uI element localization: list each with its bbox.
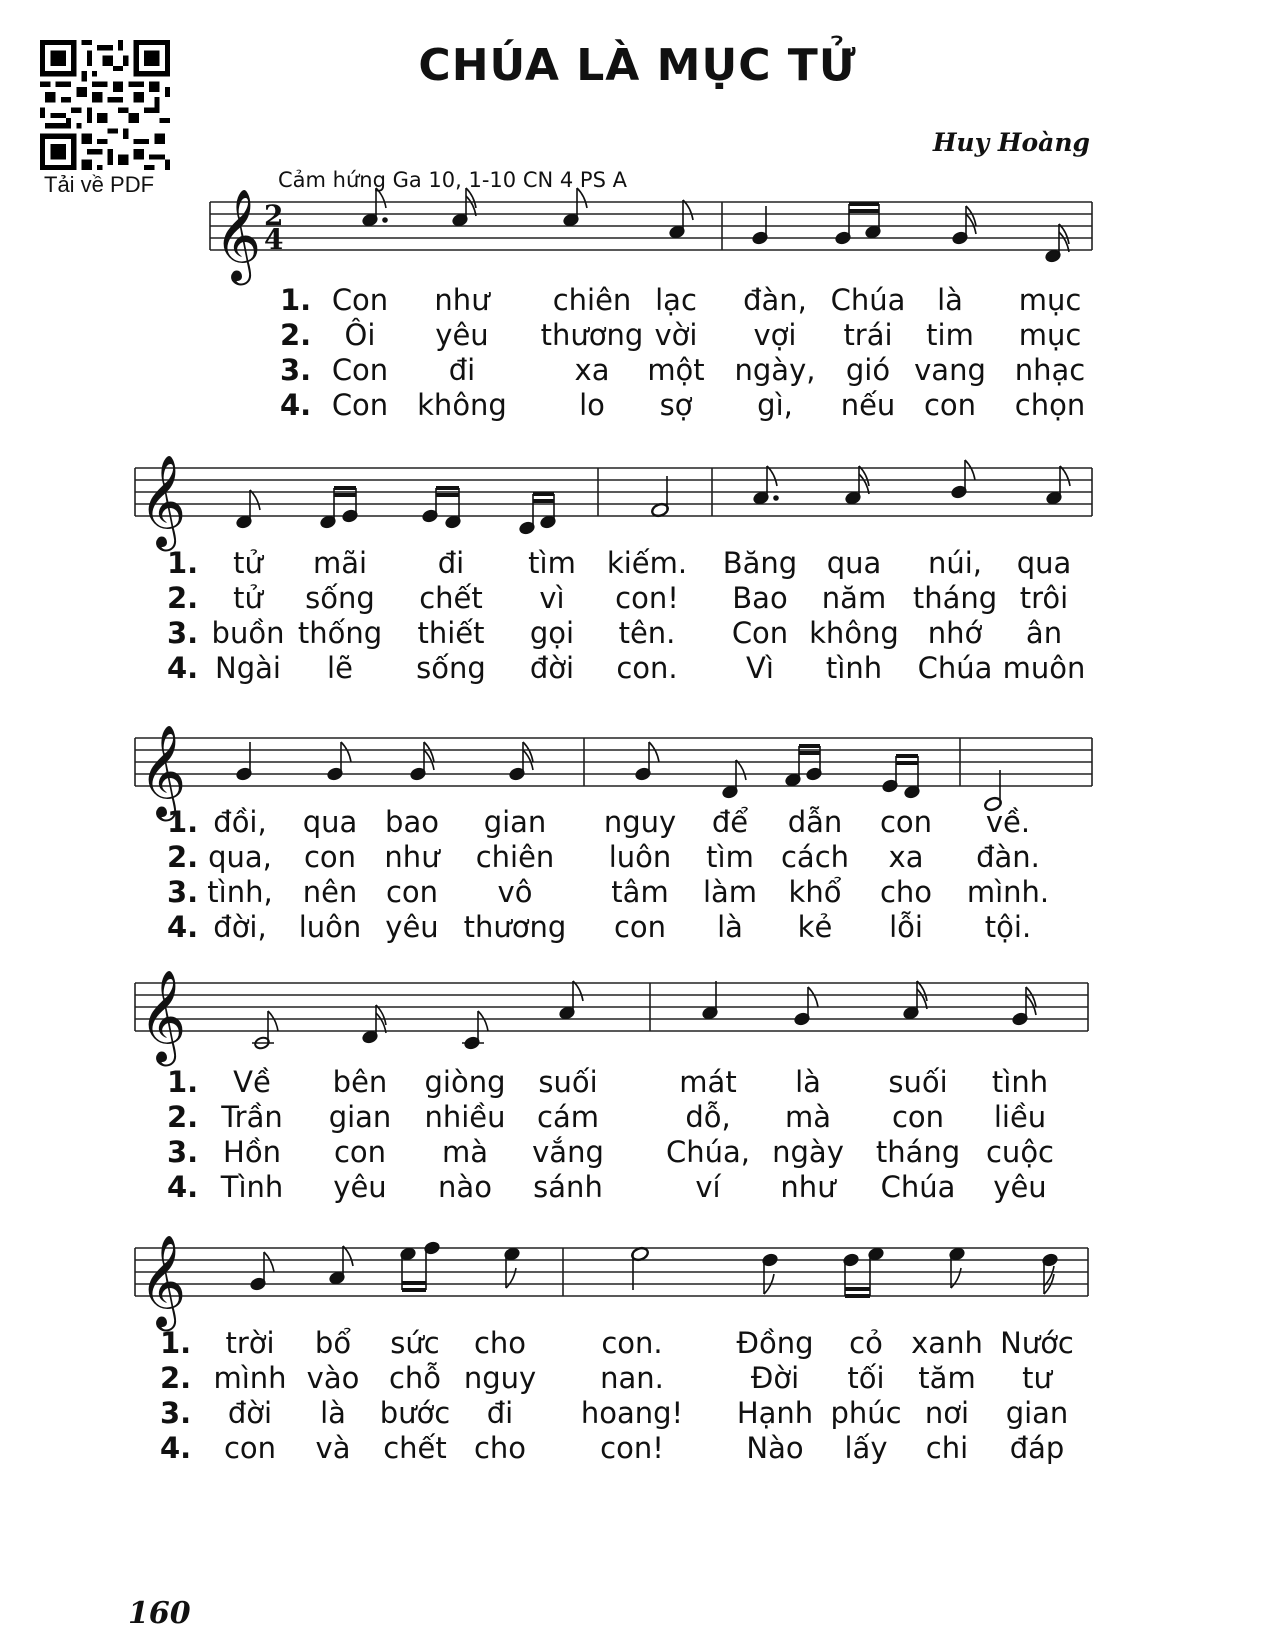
lyric-syllable: con. (601, 1326, 663, 1360)
lyric-syllable: cho (473, 1326, 527, 1360)
lyric-syllable: yêu (993, 1170, 1047, 1204)
lyric-syllable: Chúa (880, 1170, 956, 1204)
lyric-syllable: vào (306, 1361, 360, 1395)
treble-clef: 𝄞 (139, 969, 187, 1062)
lyric-syllable: gọi (529, 616, 575, 650)
note-pair (785, 746, 823, 787)
lyric-syllable: mình. (966, 875, 1050, 909)
lyric-syllable: con (891, 1100, 945, 1134)
lyric-syllable: Về (233, 1065, 271, 1099)
note (236, 490, 260, 529)
lyric-syllable: đời, (213, 910, 267, 944)
note (903, 981, 927, 1020)
lyric-line (160, 1396, 1100, 1432)
lyric-syllable: sức (390, 1326, 440, 1360)
lyric-syllable: nhạc (1014, 353, 1086, 387)
lyric-syllable: lấy (844, 1431, 888, 1465)
lyric-line (160, 1361, 1100, 1397)
note-half (651, 476, 670, 518)
lyric-syllable: chọn (1014, 388, 1086, 422)
lyric-syllable: con (303, 840, 357, 874)
note (1046, 466, 1070, 505)
treble-clef: 𝄞 (214, 188, 262, 281)
lyric-syllable: tình (991, 1065, 1049, 1099)
lyric-syllable: sống (305, 581, 375, 615)
lyric-syllable: cỏ (849, 1326, 883, 1360)
lyric-line (280, 353, 1100, 389)
lyric-syllable: và (315, 1431, 351, 1465)
lyric-syllable: cho (879, 875, 933, 909)
lyric-syllable: tử (233, 581, 263, 615)
lyric-syllable: bên (332, 1065, 388, 1099)
lyric-syllable: như (384, 840, 440, 874)
lyric-syllable: qua, (208, 840, 272, 874)
lyric-line (167, 581, 1100, 617)
lyric-syllable: một (647, 353, 705, 387)
note-pair (519, 494, 557, 535)
lyric-syllable: con (879, 805, 933, 839)
lyric-syllable: Con (331, 353, 389, 387)
lyric-syllable: yêu (435, 318, 489, 352)
verse-number: 3. (167, 875, 199, 909)
lyric-syllable: gian (483, 805, 547, 839)
lyric-syllable: không (809, 616, 899, 650)
verse-number: 1. (167, 805, 199, 839)
lyric-syllable: mình (213, 1361, 287, 1395)
lyric-syllable: con (333, 1135, 387, 1169)
lyric-syllable: mục (1018, 283, 1082, 317)
lyric-syllable: qua (826, 546, 882, 580)
lyric-syllable: phúc (830, 1396, 902, 1430)
note (762, 1253, 779, 1294)
lyric-syllable: vời (654, 318, 698, 352)
lyric-syllable: Đời (750, 1361, 800, 1395)
lyric-syllable: bước (379, 1396, 451, 1430)
verse-number: 3. (280, 353, 312, 387)
lyric-syllable: gian (328, 1100, 392, 1134)
lyric-syllable: mục (1018, 318, 1082, 352)
lyric-syllable: tìm (528, 546, 576, 580)
lyric-syllable: lạc (655, 283, 697, 317)
verse-number: 1. (280, 283, 312, 317)
lyric-syllable: suối (538, 1065, 598, 1099)
lyric-syllable: Tình (220, 1170, 284, 1204)
note (329, 1246, 353, 1285)
lyric-syllable: tư (1022, 1361, 1052, 1395)
note (722, 760, 746, 799)
note (559, 981, 583, 1020)
note (362, 188, 387, 227)
lyric-syllable: con (223, 1431, 277, 1465)
lyric-syllable: đàn. (976, 840, 1040, 874)
lyric-syllable: thiết (417, 616, 485, 650)
lyric-syllable: tên. (618, 616, 676, 650)
lyric-line (280, 318, 1100, 354)
lyric-syllable: đi (448, 353, 476, 387)
treble-clef: 𝄞 (139, 724, 187, 817)
lyric-syllable: bao (385, 805, 439, 839)
verse-number: 4. (167, 910, 199, 944)
lyric-syllable: khổ (788, 875, 842, 909)
lyric-syllable: qua (1016, 546, 1072, 580)
time-signature-bottom: 4 (264, 223, 284, 256)
verse-number: 3. (167, 1135, 199, 1169)
lyric-syllable: thống (297, 616, 383, 650)
lyric-syllable: Nước (1000, 1326, 1074, 1360)
lyric-syllable: tìm (706, 840, 754, 874)
note (1045, 224, 1069, 263)
verse-number: 4. (167, 651, 199, 685)
lyric-syllable: nếu (840, 388, 896, 422)
lyric-syllable: Con (331, 283, 389, 317)
lyric-syllable: Trần (221, 1100, 283, 1134)
page-number: 160 (128, 1596, 191, 1631)
lyric-syllable: gì, (757, 388, 793, 422)
lyric-syllable: đàn, (743, 283, 807, 317)
lyric-syllable: Đồng (736, 1326, 814, 1360)
verse-number: 1. (167, 546, 199, 580)
lyric-syllable: ví (695, 1170, 721, 1204)
lyric-syllable: là (717, 910, 743, 944)
lyric-syllable: suối (888, 1065, 948, 1099)
lyric-syllable: sống (416, 651, 486, 685)
lyric-syllable: muôn (1002, 651, 1086, 685)
note (845, 466, 869, 505)
note (669, 200, 693, 239)
lyric-syllable: cách (780, 840, 850, 874)
lyric-syllable: con! (600, 1431, 664, 1465)
lyric-syllable: yêu (333, 1170, 387, 1204)
lyric-syllable: mát (679, 1065, 737, 1099)
lyric-syllable: không (417, 388, 507, 422)
lyric-syllable: nhiều (424, 1100, 506, 1134)
lyric-syllable: giòng (424, 1065, 506, 1099)
lyric-syllable: Con (331, 388, 389, 422)
lyric-syllable: tội. (984, 910, 1032, 944)
lyric-syllable: chết (419, 581, 483, 615)
lyric-syllable: buồn (211, 616, 285, 650)
lyric-syllable: Chúa (830, 283, 906, 317)
lyric-syllable: Con (731, 616, 789, 650)
staff-system-3 (135, 738, 1092, 786)
lyric-syllable: sợ (659, 388, 693, 422)
verse-number: 2. (167, 840, 199, 874)
lyric-syllable: tim (926, 318, 974, 352)
lyric-syllable: gian (1005, 1396, 1069, 1430)
lyric-line (167, 840, 1100, 876)
lyric-syllable: là (795, 1065, 821, 1099)
lyric-syllable: con. (616, 651, 678, 685)
lyric-syllable: đồi, (213, 805, 267, 839)
lyric-syllable: tối (847, 1361, 885, 1395)
lyric-syllable: nan. (600, 1361, 664, 1395)
lyric-syllable: làm (702, 875, 758, 909)
verse-number: 4. (280, 388, 312, 422)
lyric-syllable: con (385, 875, 439, 909)
lyric-syllable: Ngài (215, 651, 281, 685)
lyric-syllable: Chúa (917, 651, 993, 685)
lyric-syllable: lẽ (327, 651, 353, 685)
lyric-syllable: gió (845, 353, 891, 387)
note (452, 188, 476, 227)
lyric-syllable: xanh (911, 1326, 983, 1360)
note (753, 466, 778, 505)
lyric-syllable: kẻ (797, 910, 833, 944)
verse-number: 3. (167, 616, 199, 650)
lyric-syllable: năm (821, 581, 887, 615)
lyric-line (280, 283, 1100, 319)
lyric-syllable: cám (537, 1100, 599, 1134)
verse-number: 2. (160, 1361, 192, 1395)
lyric-syllable: nguy (463, 1361, 537, 1395)
lyric-syllable: núi, (927, 546, 983, 580)
time-signature-top: 2 (264, 199, 284, 232)
lyric-syllable: như (434, 283, 490, 317)
lyric-syllable: mà (441, 1135, 489, 1169)
note-pair (320, 488, 359, 529)
lyric-syllable: nên (302, 875, 358, 909)
lyric-syllable: Chúa, (666, 1135, 750, 1169)
staff-system-4 (135, 983, 1088, 1031)
lyric-syllable: mãi (312, 546, 368, 580)
note (504, 1247, 521, 1288)
lyric-syllable: trời (225, 1326, 275, 1360)
lyric-syllable: dỗ, (685, 1100, 731, 1134)
download-pdf-link[interactable]: Tải về PDF (44, 172, 155, 197)
lyric-line (280, 388, 1100, 424)
lyric-syllable: là (320, 1396, 346, 1430)
lyric-syllable: vợi (753, 318, 797, 352)
lyric-syllable: đáp (1009, 1431, 1065, 1465)
note (949, 1247, 966, 1288)
lyric-line (167, 546, 1100, 582)
lyric-syllable: tâm (611, 875, 669, 909)
lyric-syllable: vang (914, 353, 986, 387)
lyric-syllable: Vì (746, 651, 774, 685)
note (1042, 1253, 1059, 1294)
lyric-syllable: tình, (207, 875, 273, 909)
lyric-syllable: Bao (732, 581, 788, 615)
lyric-line (167, 875, 1100, 911)
lyric-syllable: ân (1025, 616, 1063, 650)
lyric-syllable: thương (463, 910, 567, 944)
lyric-syllable: trái (843, 318, 893, 352)
lyric-syllable: như (780, 1170, 836, 1204)
verse-number: 3. (160, 1396, 192, 1430)
lyric-syllable: đi (486, 1396, 514, 1430)
verse-number: 2. (167, 581, 199, 615)
lyric-syllable: vô (497, 875, 533, 909)
lyric-syllable: qua (302, 805, 358, 839)
lyric-syllable: chi (925, 1431, 969, 1465)
composer: Huy Hoàng (932, 128, 1090, 157)
lyric-syllable: thương (540, 318, 644, 352)
lyric-syllable: tháng (912, 581, 998, 615)
lyric-syllable: xa (888, 840, 924, 874)
lyric-syllable: chết (383, 1431, 447, 1465)
lyric-line (167, 1100, 1100, 1136)
treble-clef: 𝄞 (139, 454, 187, 547)
lyric-line (167, 651, 1100, 687)
lyric-syllable: Nào (746, 1431, 804, 1465)
lyric-line (167, 910, 1100, 946)
lyric-syllable: đi (437, 546, 465, 580)
note-pair (835, 204, 882, 245)
lyric-syllable: sánh (533, 1170, 603, 1204)
lyric-syllable: Băng (722, 546, 798, 580)
note (702, 981, 719, 1020)
lyric-syllable: vì (539, 581, 565, 615)
lyric-syllable: con! (615, 581, 679, 615)
lyric-syllable: để (711, 805, 749, 839)
lyric-line (167, 1170, 1100, 1206)
lyric-syllable: đời (227, 1396, 273, 1430)
scripture-reference: Cảm hứng Ga 10, 1-10 CN 4 PS A (278, 168, 627, 192)
note (362, 1005, 386, 1044)
lyric-syllable: Hồn (223, 1135, 281, 1169)
lyric-syllable: là (937, 283, 963, 317)
lyric-syllable: chỗ (388, 1361, 442, 1395)
lyric-syllable: về. (985, 805, 1031, 839)
staff-system-5 (135, 1248, 1088, 1296)
lyric-line (167, 616, 1100, 652)
lyric-syllable: ngày, (734, 353, 816, 387)
staff-system-2 (135, 468, 1092, 516)
lyric-syllable: luôn (298, 910, 362, 944)
lyric-syllable: trôi (1019, 581, 1069, 615)
lyric-syllable: tình (825, 651, 883, 685)
lyric-syllable: bổ (314, 1326, 352, 1360)
lyric-syllable: lo (579, 388, 605, 422)
lyric-line (167, 1135, 1100, 1171)
lyric-syllable: xa (574, 353, 610, 387)
verse-number: 4. (167, 1170, 199, 1204)
lyric-syllable: đời (529, 651, 575, 685)
lyric-syllable: nhớ (927, 616, 983, 650)
lyric-syllable: chiên (552, 283, 632, 317)
lyric-syllable: Ôi (344, 318, 376, 352)
treble-clef: 𝄞 (139, 1234, 187, 1327)
lyric-syllable: tử (233, 546, 263, 580)
note-pair (422, 488, 462, 529)
note (563, 188, 587, 227)
verse-number: 2. (167, 1100, 199, 1134)
lyric-syllable: con (613, 910, 667, 944)
lyric-syllable: lỗi (889, 910, 923, 944)
lyric-syllable: cho (473, 1431, 527, 1465)
verse-number: 1. (167, 1065, 199, 1099)
lyric-line (167, 805, 1100, 841)
lyric-syllable: chiên (475, 840, 555, 874)
lyric-syllable: hoang! (580, 1396, 684, 1430)
lyric-syllable: liều (993, 1100, 1047, 1134)
lyric-line (167, 1065, 1100, 1101)
lyric-syllable: Hạnh (736, 1396, 814, 1430)
lyric-syllable: ngày (772, 1135, 844, 1169)
song-title: CHÚA LÀ MỤC TỬ (418, 40, 857, 91)
lyric-syllable: tháng (875, 1135, 961, 1169)
lyric-syllable: con (923, 388, 977, 422)
lyric-syllable: luôn (608, 840, 672, 874)
lyric-syllable: cuộc (985, 1135, 1055, 1169)
lyric-line (160, 1326, 1100, 1362)
lyric-syllable: tăm (918, 1361, 976, 1395)
lyric-syllable: nguy (603, 805, 677, 839)
lyric-syllable: nơi (924, 1396, 970, 1430)
lyric-syllable: vắng (532, 1135, 604, 1169)
verse-number: 2. (280, 318, 312, 352)
lyric-syllable: mà (784, 1100, 832, 1134)
lyric-line (160, 1431, 1100, 1467)
lyric-syllable: nào (438, 1170, 492, 1204)
lyric-syllable: kiếm. (606, 546, 688, 580)
lyric-syllable: dẫn (787, 805, 843, 839)
verse-number: 1. (160, 1326, 192, 1360)
verse-number: 4. (160, 1431, 192, 1465)
lyric-syllable: yêu (385, 910, 439, 944)
